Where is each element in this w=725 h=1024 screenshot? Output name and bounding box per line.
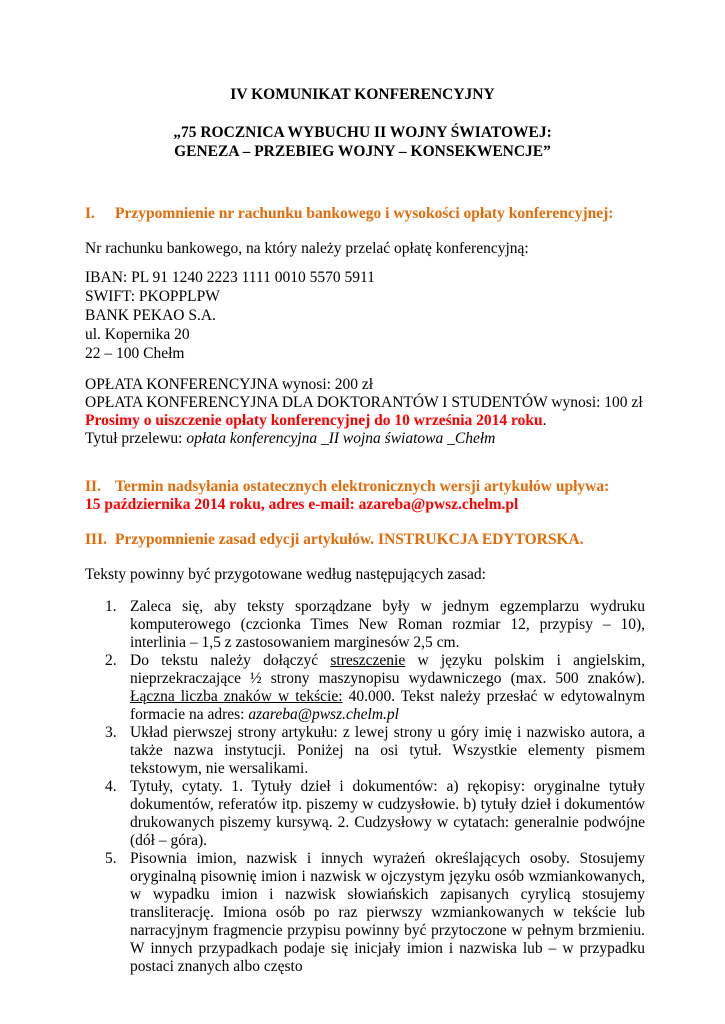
account-intro: Nr rachunku bankowego, na który należy przelać opłatę konferencyjną:: [85, 240, 529, 257]
bank-street: ul. Kopernika 20: [85, 326, 190, 343]
list-item: [85, 778, 645, 850]
section2-heading: [85, 478, 609, 496]
list-item-number: 1.: [105, 598, 117, 615]
text-part: 40.000. Tekst należy przesłać w edytowalnym formacie na adres:: [130, 688, 645, 723]
conference-title-line2: GENEZA – PRZEBIEG WOJNY – KONSEKWENCJE”: [174, 143, 551, 160]
payment-reminder: [85, 412, 547, 430]
swift: SWIFT: PKOPPLPW: [85, 288, 220, 305]
transfer-title-label: Tytuł przelewu:: [85, 430, 187, 447]
fee-standard: OPŁATA KONFERENCYJNA wynosi: 200 zł: [85, 376, 374, 393]
list-item-number: 3.: [105, 724, 117, 741]
rules-intro: Teksty powinny być przygotowane według następujących zasad:: [85, 566, 486, 583]
transfer-title-value: opłata konferencyjna _II wojna światowa _Chełm: [186, 430, 496, 447]
payment-reminder-period: .: [542, 412, 547, 429]
list-item: [85, 724, 645, 778]
editorial-rules-list: [85, 598, 645, 976]
list-item-text: Pisownia imion, nazwisk i innych wyrażeń określających osoby. Stosujemy oryginalną pisownię imion i nazwisk w ojczystym języku osób wzmiankowanych, w wypadku imion i nazwisk słowiańskich zapisanych cyrylicą stosujemy transliterację. Imiona osób po raz pierwszy wzmiankowanych w tekście lub narracyjnym fragmencie przypisu powinny być przytoczone w pełnym brzmieniu. W innych przypadkach podaje się inicjały imion i nazwiska lub – w przypadku postaci znanych albo często: [130, 850, 645, 975]
section3-heading-text: Przypomnienie zasad edycji artykułów. INSTRUKCJA EDYTORSKA.: [115, 531, 584, 548]
conference-title-line1: „75 ROCZNICA WYBUCHU II WOJNY ŚWIATOWEJ:: [173, 124, 552, 141]
list-item-text: Tytuły, cytaty. 1. Tytuły dzieł i dokumentów: a) rękopisy: oryginalne tytuły dokumentów, referatów itp. piszemy w cudzysłowie. b) tytuły dzieł i dokumentów drukowanych piszemy kursywą. 2. Cudzysłowy w cytatach: generalnie podwójne (dół – góra).: [130, 778, 645, 849]
list-item-number: 4.: [105, 778, 117, 795]
fee-students: OPŁATA KONFERENCYJNA DLA DOKTORANTÓW I STUDENTÓW wynosi: 100 zł: [85, 394, 643, 411]
section2-number: II.: [85, 478, 101, 495]
list-item-number: 2.: [105, 652, 117, 669]
email-address: azareba@pwsz.chelm.pl: [248, 706, 399, 723]
list-item-text: [130, 652, 645, 724]
section1-heading-text: Przypomnienie nr rachunku bankowego i wysokości opłaty konferencyjnej:: [115, 205, 614, 222]
text-part: Do tekstu należy dołączyć: [130, 652, 331, 669]
bank-name: BANK PEKAO S.A.: [85, 307, 216, 324]
list-item-text: Układ pierwszej strony artykułu: z lewej strony u góry imię i nazwisko autora, a także nazwa instytucji. Poniżej na osi tytuł. Wszystkie elementy pismem tekstowym, nie wersalikami.: [130, 724, 645, 777]
communique-title: IV KOMUNIKAT KONFERENCYJNY: [230, 86, 495, 103]
underlined-text: Łączna liczba znaków w tekście:: [130, 688, 343, 705]
list-item-text: Zaleca się, aby teksty sporządzane były w jednym egzemplarzu wydruku komputerowego (czcionka Times New Roman rozmiar 12, przypisy – 10), interlinia – 1,5 z zastosowaniem marginesów 2,5 cm.: [130, 598, 645, 651]
section2-heading-text: Termin nadsyłania ostatecznych elektronicznych wersji artykułów upływa:: [115, 478, 610, 495]
list-item-number: 5.: [105, 850, 117, 867]
section1-heading: [85, 205, 613, 223]
iban: IBAN: PL 91 1240 2223 1111 0010 5570 5911: [85, 269, 375, 286]
list-item: [85, 652, 645, 724]
transfer-title: [85, 430, 495, 448]
list-item: [85, 850, 645, 976]
underlined-text: streszczenie: [330, 652, 406, 669]
bank-city: 22 – 100 Chełm: [85, 345, 185, 362]
section2-deadline: 15 października 2014 roku, adres e-mail: azareba@pwsz.chelm.pl: [85, 496, 519, 513]
section3-heading: [85, 531, 584, 549]
text-part: w języku polskim i angielskim, nieprzekraczające ½ strony maszynopisu wydawniczego (max. 500 znaków).: [130, 652, 645, 687]
section3-number: III.: [85, 531, 107, 548]
list-item: [85, 598, 645, 652]
payment-reminder-text: Prosimy o uiszczenie opłaty konferencyjnej do 10 września 2014 roku: [85, 412, 543, 429]
section1-number: I.: [85, 205, 95, 222]
